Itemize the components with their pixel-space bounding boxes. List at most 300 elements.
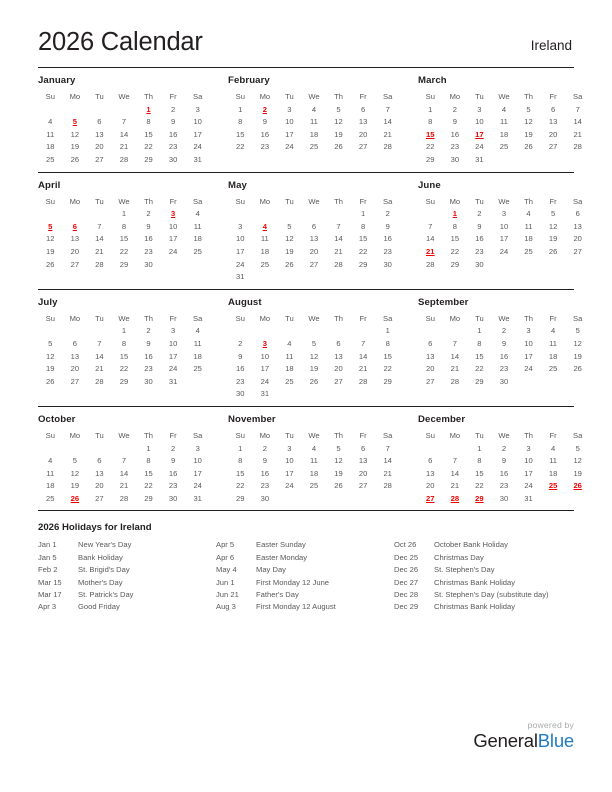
weekday-header-tu: Tu xyxy=(95,196,104,206)
empty-day-cell xyxy=(277,271,302,284)
day-cell: 16 xyxy=(144,234,153,244)
holiday-name: May Day xyxy=(256,565,286,575)
day-cell: 22 xyxy=(426,142,435,152)
day-cell: 9 xyxy=(170,117,176,127)
weekday-header-sa: Sa xyxy=(383,196,393,206)
day-cell: 6 xyxy=(97,456,102,466)
empty-day-cell xyxy=(326,388,351,401)
day-cell: 5 xyxy=(550,209,556,219)
day-cell: 27 xyxy=(70,259,80,269)
week-row xyxy=(418,480,590,493)
weekday-header-sa: Sa xyxy=(573,313,583,323)
day-cell: 4 xyxy=(287,338,292,348)
day-cell: 8 xyxy=(360,221,366,231)
day-cell: 4 xyxy=(550,326,556,336)
day-cell: 21 xyxy=(358,364,368,374)
month-name: October xyxy=(38,413,76,425)
holiday-name: Bank Holiday xyxy=(78,552,123,562)
day-cell: 29 xyxy=(119,259,129,269)
day-cell: 5 xyxy=(336,104,341,114)
day-cell: 7 xyxy=(575,104,580,114)
day-cell: 9 xyxy=(262,117,267,127)
weekday-header-su: Su xyxy=(425,196,435,206)
holiday-name: Easter Monday xyxy=(256,552,308,562)
day-cell: 6 xyxy=(72,338,77,348)
day-cell: 4 xyxy=(195,326,200,336)
day-cell: 28 xyxy=(334,259,343,269)
day-cell: 11 xyxy=(193,221,202,231)
day-cell: 16 xyxy=(260,129,270,139)
empty-day-cell xyxy=(228,325,253,338)
weekday-header-row xyxy=(418,430,590,443)
weekday-header-fr: Fr xyxy=(549,196,557,206)
day-cell: 19 xyxy=(285,246,294,256)
weekday-header-fr: Fr xyxy=(549,92,557,102)
empty-day-cell xyxy=(351,325,376,338)
weekday-header-mo: Mo xyxy=(69,92,81,102)
holiday-name: Father's Day xyxy=(256,590,299,600)
empty-day-cell xyxy=(112,443,137,456)
month-day-grid xyxy=(38,91,210,167)
day-cell: 16 xyxy=(144,351,153,361)
holiday-date: Dec 27 xyxy=(394,577,419,587)
holiday-date: Mar 15 xyxy=(38,577,62,587)
week-row xyxy=(228,104,400,117)
weekday-header-fr: Fr xyxy=(169,313,177,323)
day-cell: 18 xyxy=(193,234,202,244)
day-cell: 19 xyxy=(573,351,582,361)
day-cell: 31 xyxy=(236,272,245,282)
weekday-header-we: We xyxy=(498,92,510,102)
day-cell: 15 xyxy=(236,129,245,139)
weekday-header-su: Su xyxy=(45,430,55,440)
day-cell: 22 xyxy=(236,142,245,152)
month-block-july xyxy=(38,297,228,401)
weekday-header-su: Su xyxy=(235,92,245,102)
day-cell: 11 xyxy=(549,338,558,348)
day-cell: 5 xyxy=(48,338,53,348)
day-cell: 18 xyxy=(548,468,558,478)
generalblue-logo xyxy=(473,731,574,750)
day-cell: 18 xyxy=(46,142,55,152)
day-cell: 21 xyxy=(573,129,582,139)
holiday-day-cell: 3 xyxy=(170,209,176,219)
day-cell: 14 xyxy=(383,456,392,466)
weekday-header-we: We xyxy=(308,313,320,323)
day-cell: 22 xyxy=(236,481,245,491)
day-cell: 25 xyxy=(309,481,319,491)
month-name: May xyxy=(228,179,247,191)
holiday-list-item xyxy=(38,589,216,601)
weekday-header-row xyxy=(418,91,590,104)
week-row xyxy=(228,338,400,351)
day-cell: 17 xyxy=(524,351,533,361)
day-cell: 6 xyxy=(97,117,102,127)
day-cell: 29 xyxy=(450,259,460,269)
empty-day-cell xyxy=(565,493,590,506)
weekday-header-we: We xyxy=(308,92,320,102)
day-cell: 16 xyxy=(383,234,392,244)
day-cell: 16 xyxy=(499,468,509,478)
week-row xyxy=(38,338,210,351)
week-row xyxy=(228,259,400,272)
weekday-header-th: Th xyxy=(144,313,153,323)
day-cell: 10 xyxy=(499,221,509,231)
week-row xyxy=(38,351,210,364)
empty-day-cell xyxy=(277,493,302,506)
empty-day-cell xyxy=(302,325,327,338)
week-row xyxy=(228,208,400,221)
month-name: January xyxy=(38,75,76,87)
day-cell: 15 xyxy=(144,468,153,478)
day-cell: 24 xyxy=(524,364,533,374)
day-cell: 12 xyxy=(70,129,80,139)
holiday-list-item xyxy=(38,564,216,576)
holiday-day-cell: 3 xyxy=(262,338,267,348)
day-cell: 16 xyxy=(450,129,460,139)
week-row xyxy=(418,246,590,259)
holiday-name: Easter Sunday xyxy=(256,540,306,550)
holiday-list-item xyxy=(38,539,216,551)
holiday-date: Oct 26 xyxy=(394,540,417,550)
day-cell: 11 xyxy=(549,456,558,466)
holiday-name: St. Brigid's Day xyxy=(78,565,130,575)
empty-day-cell xyxy=(302,493,327,506)
day-cell: 20 xyxy=(358,468,368,478)
empty-day-cell xyxy=(63,443,88,456)
empty-day-cell xyxy=(565,154,590,167)
day-cell: 22 xyxy=(475,481,484,491)
day-cell: 12 xyxy=(46,234,55,244)
weekday-header-tu: Tu xyxy=(475,196,484,206)
day-cell: 21 xyxy=(95,364,104,374)
weekday-header-th: Th xyxy=(524,92,533,102)
week-row xyxy=(38,141,210,154)
day-cell: 30 xyxy=(499,493,509,503)
day-cell: 12 xyxy=(548,221,558,231)
day-cell: 8 xyxy=(385,338,390,348)
week-row xyxy=(38,443,210,456)
day-cell: 26 xyxy=(70,155,80,165)
month-block-june xyxy=(418,180,608,284)
day-cell: 12 xyxy=(309,351,319,361)
holiday-date: Apr 5 xyxy=(216,540,235,550)
day-cell: 13 xyxy=(70,234,80,244)
day-cell: 19 xyxy=(70,481,80,491)
empty-day-cell xyxy=(418,443,443,456)
empty-day-cell xyxy=(565,259,590,272)
day-cell: 14 xyxy=(95,351,104,361)
holiday-list-item xyxy=(38,552,216,564)
week-row xyxy=(38,363,210,376)
week-row xyxy=(418,208,590,221)
weekday-header-sa: Sa xyxy=(193,313,203,323)
day-cell: 3 xyxy=(526,443,531,453)
day-cell: 18 xyxy=(285,364,294,374)
month-day-grid xyxy=(418,313,590,389)
week-row xyxy=(418,221,590,234)
holidays-section xyxy=(38,511,574,613)
holiday-name: New Year's Day xyxy=(78,540,132,550)
day-cell: 23 xyxy=(260,142,270,152)
day-cell: 14 xyxy=(450,468,460,478)
weekday-header-tu: Tu xyxy=(285,430,294,440)
day-cell: 10 xyxy=(193,117,202,127)
day-cell: 10 xyxy=(168,338,178,348)
weekday-header-th: Th xyxy=(144,430,153,440)
day-cell: 25 xyxy=(46,493,55,503)
month-name: December xyxy=(418,413,466,425)
day-cell: 11 xyxy=(524,221,533,231)
weekday-header-sa: Sa xyxy=(573,430,583,440)
day-cell: 25 xyxy=(309,142,319,152)
empty-day-cell xyxy=(541,259,566,272)
holiday-list-item xyxy=(394,552,594,564)
day-cell: 16 xyxy=(499,351,509,361)
day-cell: 28 xyxy=(119,155,129,165)
day-cell: 12 xyxy=(46,351,55,361)
month-block-november xyxy=(228,414,418,506)
weekday-header-su: Su xyxy=(425,313,435,323)
day-cell: 18 xyxy=(260,246,270,256)
week-row xyxy=(38,455,210,468)
day-cell: 3 xyxy=(526,326,531,336)
holiday-list-item xyxy=(394,589,594,601)
holiday-day-cell: 4 xyxy=(262,221,267,231)
weekday-header-fr: Fr xyxy=(359,196,367,206)
day-cell: 25 xyxy=(193,364,202,374)
day-cell: 25 xyxy=(193,246,202,256)
day-cell: 6 xyxy=(428,338,433,348)
holiday-date: Dec 26 xyxy=(394,565,419,575)
month-name: November xyxy=(228,413,276,425)
holiday-list-item xyxy=(216,577,394,589)
week-row xyxy=(38,221,210,234)
day-cell: 14 xyxy=(95,234,104,244)
day-cell: 1 xyxy=(477,443,482,453)
day-cell: 18 xyxy=(524,234,533,244)
day-cell: 8 xyxy=(146,117,151,127)
day-cell: 28 xyxy=(95,376,104,386)
day-cell: 24 xyxy=(168,364,178,374)
day-cell: 21 xyxy=(95,246,104,256)
day-cell: 5 xyxy=(575,326,580,336)
day-cell: 11 xyxy=(46,129,55,139)
weekday-header-mo: Mo xyxy=(69,196,81,206)
holiday-list-item xyxy=(216,564,394,576)
day-cell: 17 xyxy=(524,468,533,478)
day-cell: 3 xyxy=(238,221,243,231)
day-cell: 5 xyxy=(72,456,77,466)
day-cell: 19 xyxy=(524,129,533,139)
holiday-name: Christmas Bank Holiday xyxy=(434,577,516,587)
empty-day-cell xyxy=(516,376,541,389)
holiday-name: St. Stephen's Day xyxy=(434,565,495,575)
day-cell: 16 xyxy=(236,364,245,374)
day-cell: 19 xyxy=(70,142,80,152)
day-cell: 16 xyxy=(260,468,270,478)
day-cell: 18 xyxy=(193,351,202,361)
quarter-row xyxy=(38,290,583,406)
weekday-header-mo: Mo xyxy=(259,430,271,440)
day-cell: 24 xyxy=(236,259,245,269)
weekday-header-fr: Fr xyxy=(359,92,367,102)
day-cell: 26 xyxy=(309,376,319,386)
week-row xyxy=(418,493,590,506)
day-cell: 30 xyxy=(450,155,460,165)
holiday-day-cell: 6 xyxy=(72,221,77,231)
week-row xyxy=(38,493,210,506)
day-cell: 13 xyxy=(358,456,368,466)
day-cell: 13 xyxy=(309,234,319,244)
day-cell: 7 xyxy=(385,104,390,114)
day-cell: 20 xyxy=(548,129,558,139)
day-cell: 19 xyxy=(46,246,55,256)
day-cell: 14 xyxy=(119,468,129,478)
weekday-header-sa: Sa xyxy=(383,313,393,323)
day-cell: 24 xyxy=(260,376,270,386)
weekday-header-fr: Fr xyxy=(169,92,177,102)
week-row xyxy=(228,246,400,259)
holiday-day-cell: 26 xyxy=(573,481,582,491)
day-cell: 23 xyxy=(236,376,245,386)
day-cell: 6 xyxy=(575,209,580,219)
empty-day-cell xyxy=(351,271,376,284)
day-cell: 30 xyxy=(383,259,392,269)
week-row xyxy=(228,388,400,401)
holiday-list-item xyxy=(394,601,594,613)
weekday-header-su: Su xyxy=(425,430,435,440)
day-cell: 1 xyxy=(477,326,482,336)
weekday-header-we: We xyxy=(118,430,130,440)
day-cell: 24 xyxy=(285,142,294,152)
weekday-header-mo: Mo xyxy=(449,313,461,323)
week-row xyxy=(418,351,590,364)
day-cell: 22 xyxy=(144,142,153,152)
day-cell: 30 xyxy=(475,259,484,269)
day-cell: 25 xyxy=(46,155,55,165)
empty-day-cell xyxy=(38,208,63,221)
day-cell: 10 xyxy=(285,117,294,127)
day-cell: 22 xyxy=(119,246,129,256)
day-cell: 13 xyxy=(358,117,368,127)
day-cell: 5 xyxy=(287,221,292,231)
week-row xyxy=(418,443,590,456)
day-cell: 2 xyxy=(170,443,176,453)
weekday-header-su: Su xyxy=(45,92,55,102)
day-cell: 19 xyxy=(334,468,343,478)
week-row xyxy=(228,480,400,493)
empty-day-cell xyxy=(87,443,112,456)
day-cell: 22 xyxy=(358,246,368,256)
weekday-header-we: We xyxy=(308,430,320,440)
empty-day-cell xyxy=(63,325,88,338)
holiday-name: Good Friday xyxy=(78,602,120,612)
empty-day-cell xyxy=(443,443,468,456)
weekday-header-sa: Sa xyxy=(383,430,393,440)
weekday-header-mo: Mo xyxy=(259,92,271,102)
day-cell: 14 xyxy=(426,234,435,244)
day-cell: 7 xyxy=(121,117,127,127)
day-cell: 12 xyxy=(285,234,294,244)
day-cell: 26 xyxy=(573,364,582,374)
day-cell: 27 xyxy=(426,376,435,386)
day-cell: 23 xyxy=(144,246,153,256)
holiday-list-item xyxy=(216,539,394,551)
week-row xyxy=(38,208,210,221)
day-cell: 23 xyxy=(168,481,178,491)
weekday-header-th: Th xyxy=(334,92,343,102)
weekday-header-th: Th xyxy=(334,430,343,440)
month-day-grid xyxy=(418,430,590,506)
week-row xyxy=(38,480,210,493)
week-row xyxy=(228,376,400,389)
day-cell: 4 xyxy=(526,209,531,219)
day-cell: 17 xyxy=(285,129,294,139)
weekday-header-su: Su xyxy=(235,430,245,440)
day-cell: 6 xyxy=(360,104,366,114)
day-cell: 6 xyxy=(360,443,366,453)
week-row xyxy=(418,154,590,167)
day-cell: 2 xyxy=(262,443,267,453)
day-cell: 27 xyxy=(95,493,104,503)
day-cell: 8 xyxy=(146,456,151,466)
weekday-header-su: Su xyxy=(235,313,245,323)
empty-day-cell xyxy=(38,325,63,338)
day-cell: 9 xyxy=(501,338,507,348)
day-cell: 28 xyxy=(573,142,582,152)
day-cell: 11 xyxy=(285,351,294,361)
holiday-date: Dec 28 xyxy=(394,590,419,600)
day-cell: 15 xyxy=(236,468,245,478)
week-row xyxy=(228,468,400,481)
day-cell: 22 xyxy=(144,481,153,491)
week-row xyxy=(38,246,210,259)
week-row xyxy=(418,363,590,376)
day-cell: 15 xyxy=(144,129,153,139)
empty-day-cell xyxy=(326,208,351,221)
day-cell: 8 xyxy=(121,221,127,231)
day-cell: 29 xyxy=(383,376,392,386)
day-cell: 1 xyxy=(121,209,127,219)
week-row xyxy=(418,259,590,272)
holiday-list-item xyxy=(38,601,216,613)
day-cell: 16 xyxy=(168,129,178,139)
day-cell: 2 xyxy=(452,104,457,114)
day-cell: 25 xyxy=(548,364,558,374)
day-cell: 21 xyxy=(450,364,460,374)
weekday-header-tu: Tu xyxy=(285,92,294,102)
weekday-header-mo: Mo xyxy=(259,196,271,206)
month-day-grid xyxy=(228,430,400,506)
day-cell: 13 xyxy=(95,129,104,139)
day-cell: 4 xyxy=(550,443,556,453)
day-cell: 23 xyxy=(260,481,270,491)
day-cell: 15 xyxy=(383,351,392,361)
holiday-day-cell: 21 xyxy=(426,246,435,256)
holiday-name: Christmas Bank Holiday xyxy=(434,602,516,612)
weekday-header-su: Su xyxy=(45,313,55,323)
day-cell: 17 xyxy=(499,234,509,244)
day-cell: 9 xyxy=(501,456,507,466)
week-row xyxy=(228,325,400,338)
day-cell: 5 xyxy=(526,104,531,114)
day-cell: 12 xyxy=(573,338,582,348)
day-cell: 6 xyxy=(336,338,341,348)
day-cell: 23 xyxy=(475,246,484,256)
day-cell: 2 xyxy=(501,326,507,336)
day-cell: 26 xyxy=(46,376,55,386)
